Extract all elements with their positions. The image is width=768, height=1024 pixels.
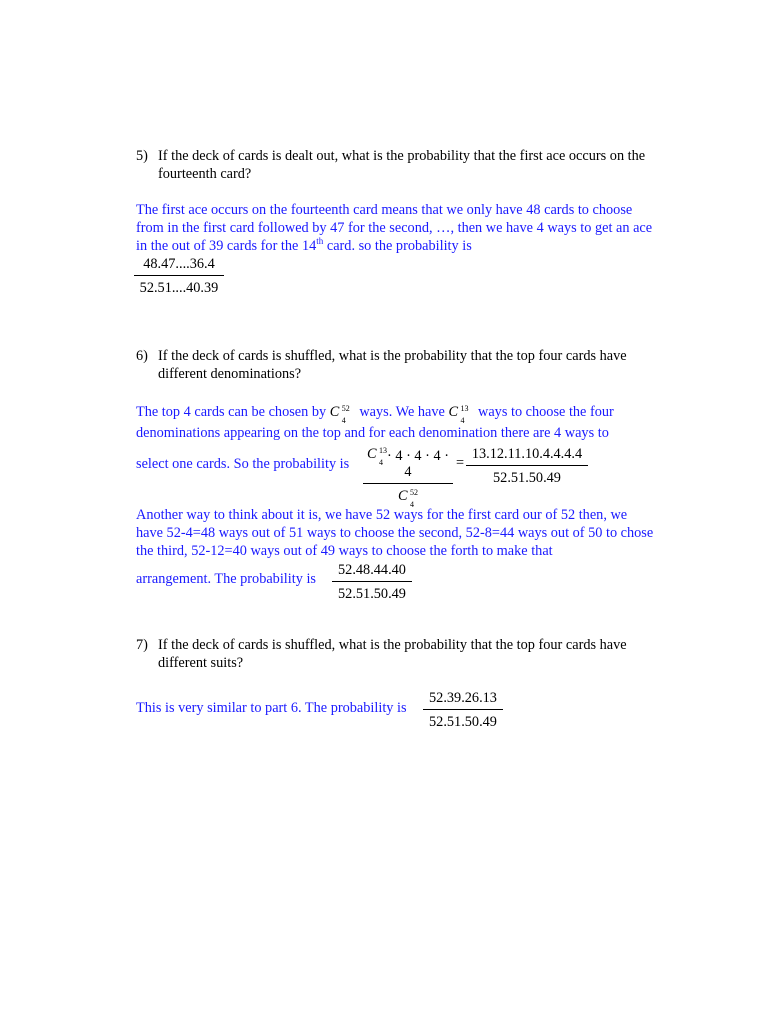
answer-6-line1 — [136, 403, 614, 425]
answer-7-denominator: 52.51.50.49 — [429, 714, 497, 730]
answer-7-numerator: 52.39.26.13 — [423, 690, 503, 710]
combination-52-choose-4: C 52 4 — [329, 404, 350, 425]
answer-6-alternative-label: arrangement. The probability is — [136, 571, 316, 587]
answer-6-fraction-2-numerator: 13.12.11.10.4.4.4.4 — [466, 446, 588, 466]
question-6-number: 6) — [136, 348, 148, 364]
question-7-number: 7) — [136, 637, 148, 653]
answer-6-alternative: Another way to think about it is, we have 52 ways for the first card our of 52 then, we have 52-4=48 ways out of 51 ways to choose the second, 52-8=44 ways out of 50 to chose the third, 52-12=40 ways out of 49 ways to choose the forth to make that — [136, 507, 654, 559]
answer-6-fraction-3 — [332, 562, 412, 602]
answer-6-fraction-1 — [363, 446, 453, 509]
answer-6-fraction-3-denominator: 52.51.50.49 — [338, 586, 406, 602]
answer-6-fraction-2-denominator: 52.51.50.49 — [493, 470, 561, 486]
answer-6-line2: denominations appearing on the top and for each denomination there are 4 ways to — [136, 425, 609, 441]
question-6-text: If the deck of cards is shuffled, what is the probability that the top four cards have different denominations? — [158, 348, 627, 382]
answer-6-text-b: ways. We have — [359, 404, 445, 420]
answer-5-text-part1: The first ace occurs on the fourteenth card means that we only have 48 cards to choose from in the first card followed by 47 for the second, …, then we have 4 ways to get an ace in the out of 39 cards for the 14 — [136, 202, 653, 254]
answer-7-fraction — [423, 690, 503, 730]
answer-6-fraction-3-numerator: 52.48.44.40 — [332, 562, 412, 582]
combination-13-choose-4: C 13 4 — [448, 404, 469, 425]
answer-5-denominator: 52.51....40.39 — [139, 280, 219, 296]
question-5-text: If the deck of cards is dealt out, what is the probability that the first ace occurs on the fourteenth card? — [158, 148, 646, 182]
answer-6-fraction-1-numerator: C 13 4 · 4 · 4 · 4 · 4 — [363, 446, 453, 484]
answer-5-superscript: th — [316, 236, 324, 246]
answer-6-equals: = — [456, 455, 465, 471]
answer-6-fraction-2 — [466, 446, 588, 486]
answer-6-text-a: The top 4 cards can be chosen by — [136, 404, 327, 420]
question-7-text: If the deck of cards is shuffled, what is the probability that the top four cards have different suits? — [158, 637, 627, 671]
answer-5 — [136, 201, 656, 255]
answer-6-fraction-1-denominator: C 52 4 — [398, 488, 418, 509]
question-7 — [136, 636, 656, 672]
question-6 — [136, 347, 656, 383]
question-5-number: 5) — [136, 148, 148, 164]
answer-6-line3: select one cards. So the probability is — [136, 456, 350, 472]
answer-5-numerator: 48.47....36.4 — [134, 256, 224, 276]
answer-5-fraction — [134, 256, 224, 296]
answer-5-text-part2: card. so the probability is — [323, 238, 472, 254]
answer-6-text-c: ways to choose the four — [478, 404, 614, 420]
question-5 — [136, 147, 656, 183]
answer-7-label: This is very similar to part 6. The probability is — [136, 700, 407, 716]
